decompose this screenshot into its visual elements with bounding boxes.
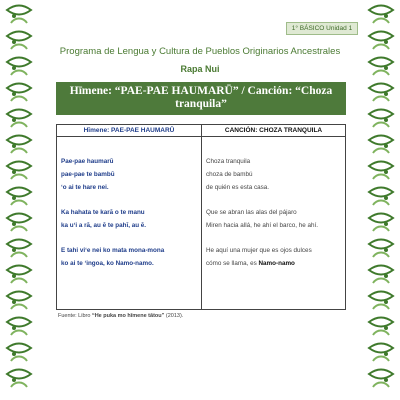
rapa-line: ʻo ai te hare nei. [61,184,109,191]
rapa-nui-column-header: Hīmene: PAE-PAE HAUMARŪ [57,125,202,137]
rapa-line: ka uʻi a rā, au ē te pahī, au ē. [61,222,147,229]
decorative-border-left [0,0,38,400]
decorative-border-right [362,0,400,400]
grade-badge: 1° BÁSICO Unidad 1 [286,22,358,35]
rapa-nui-lyrics [57,137,202,310]
spanish-line: Que se abran las alas del pájaro [206,209,297,216]
spanish-lyrics [202,137,346,310]
footnote-suffix: (2013). [164,313,184,319]
program-title: Programa de Lengua y Cultura de Pueblos Originarios Ancestrales [59,46,341,57]
lyrics-table [56,124,346,310]
spanish-line: He aquí una mujer que es ojos dulces [206,247,312,254]
rapa-line: Pae-pae haumarū [61,158,114,165]
spanish-line-text: cómo se llama, es [206,260,259,267]
rapa-line: E tahi viʻe nei ko mata mona-mona [61,247,165,254]
subtitle-rapa-nui: Rapa Nui [180,64,220,74]
spanish-line: de quién es esta casa. [206,184,270,191]
spanish-line-last [206,257,341,270]
border-pattern-right-icon [362,0,400,400]
banner-line-1: Hīmene: “PAE-PAE HAUMARŪ” / Canción: “Choza [69,85,333,97]
footnote-book: “He puka mo hīmene tātou” [91,313,165,319]
spanish-line: Miren hacia allá, he ahí el barco, he ahí. [206,222,319,229]
rapa-line: Ka hahata te karā o te manu [61,209,145,216]
source-footnote [58,313,183,319]
rapa-line: ko ai te ʻingoa, ko Namo-namo. [61,260,154,267]
spanish-line: Choza tranquila [206,158,251,165]
footnote-prefix: Fuente: Libro [58,313,92,319]
banner-line-2: tranquila” [175,98,227,110]
spanish-column-header: CANCIÓN: CHOZA TRANQUILA [202,125,346,137]
spanish-line: choza de bambú [206,171,253,178]
rapa-line: pae-pae te bambū [61,171,115,178]
name-namo-namo: Namo-namo [258,260,295,267]
song-title-banner [56,82,346,115]
border-pattern-left-icon [0,0,38,400]
